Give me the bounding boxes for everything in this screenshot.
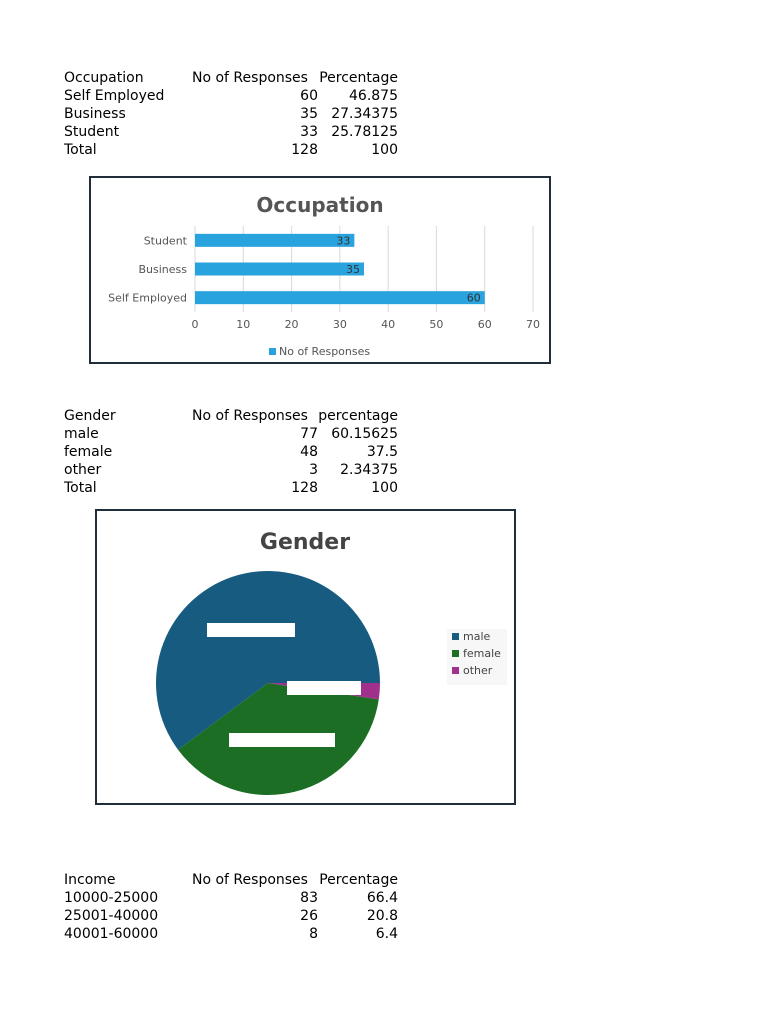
table-cell: 25.78125 xyxy=(331,124,398,140)
header-cell: Occupation xyxy=(64,70,144,86)
table-cell: 128 xyxy=(291,142,318,158)
header-cell: percentage xyxy=(318,408,398,424)
category-label: Student xyxy=(143,234,187,248)
table-cell: Business xyxy=(64,106,126,122)
x-tick-label: 20 xyxy=(284,318,299,331)
table-cell: 8 xyxy=(309,926,318,942)
table-cell: 66.4 xyxy=(366,890,398,906)
data-label-box xyxy=(287,681,361,695)
occupation-bar-svg xyxy=(91,178,549,362)
header-cell: Income xyxy=(64,872,116,888)
legend-label: other xyxy=(463,664,493,677)
table-cell: Total xyxy=(64,480,97,496)
data-label-box xyxy=(207,623,295,637)
data-label: 60 xyxy=(466,291,481,305)
table-cell: other xyxy=(64,462,102,478)
table-cell: 6.4 xyxy=(375,926,398,942)
table-cell: 33 xyxy=(300,124,318,140)
x-tick-label: 60 xyxy=(477,318,492,331)
table-cell: Total xyxy=(64,142,97,158)
table-cell: 20.8 xyxy=(366,908,398,924)
header-cell: Gender xyxy=(64,408,116,424)
data-label: 33 xyxy=(336,234,351,248)
table-cell: 48 xyxy=(300,444,318,460)
table-cell: 100 xyxy=(371,480,398,496)
category-label: Self Employed xyxy=(108,291,187,305)
legend-label: No of Responses xyxy=(279,345,371,358)
x-tick-label: 70 xyxy=(526,318,540,331)
table-cell: 40001-60000 xyxy=(64,926,159,942)
occupation-chart xyxy=(89,176,551,364)
data-label: 35 xyxy=(346,263,360,276)
table-cell: female xyxy=(64,444,113,460)
table-cell: 25001-40000 xyxy=(64,908,159,924)
table-cell: 46.875 xyxy=(349,88,398,104)
legend-label: male xyxy=(463,630,491,643)
table-cell: 83 xyxy=(300,890,318,906)
table-cell: 37.5 xyxy=(366,444,398,460)
table-cell: male xyxy=(64,426,99,442)
table-cell: 60 xyxy=(300,88,318,104)
x-tick-label: 30 xyxy=(332,318,347,331)
chart-title: Occupation xyxy=(256,193,384,217)
table-cell: 10000-25000 xyxy=(64,890,159,906)
header-cell: No of Responses xyxy=(192,408,308,424)
legend-label: female xyxy=(463,647,501,660)
bar xyxy=(195,291,485,304)
category-label: Business xyxy=(138,263,187,276)
legend-swatch xyxy=(269,348,276,355)
x-tick-label: 0 xyxy=(191,318,199,331)
table-cell: 27.34375 xyxy=(331,106,398,122)
chart-title: Gender xyxy=(259,530,351,555)
gender-pie-svg xyxy=(97,511,514,803)
legend-swatch xyxy=(452,633,459,640)
x-tick-label: 10 xyxy=(236,318,251,331)
bar xyxy=(195,263,364,276)
gender-chart xyxy=(95,509,516,805)
header-cell: No of Responses xyxy=(192,70,308,86)
table-cell: Student xyxy=(64,124,120,140)
bar xyxy=(195,234,354,247)
table-cell: Self Employed xyxy=(64,88,165,104)
header-cell: Percentage xyxy=(319,70,398,86)
header-cell: No of Responses xyxy=(192,872,308,888)
table-cell: 26 xyxy=(300,908,318,924)
table-cell: 60.15625 xyxy=(331,426,398,442)
data-label-box xyxy=(229,733,335,747)
legend-swatch xyxy=(452,667,459,674)
x-tick-label: 40 xyxy=(381,318,396,331)
x-tick-label: 50 xyxy=(429,318,444,331)
table-cell: 3 xyxy=(309,462,318,478)
table-cell: 100 xyxy=(371,142,398,158)
table-cell: 128 xyxy=(291,480,318,496)
legend-swatch xyxy=(452,650,459,657)
table-cell: 35 xyxy=(300,106,318,122)
table-cell: 2.34375 xyxy=(340,462,398,478)
table-cell: 77 xyxy=(300,426,318,442)
header-cell: Percentage xyxy=(319,872,398,888)
